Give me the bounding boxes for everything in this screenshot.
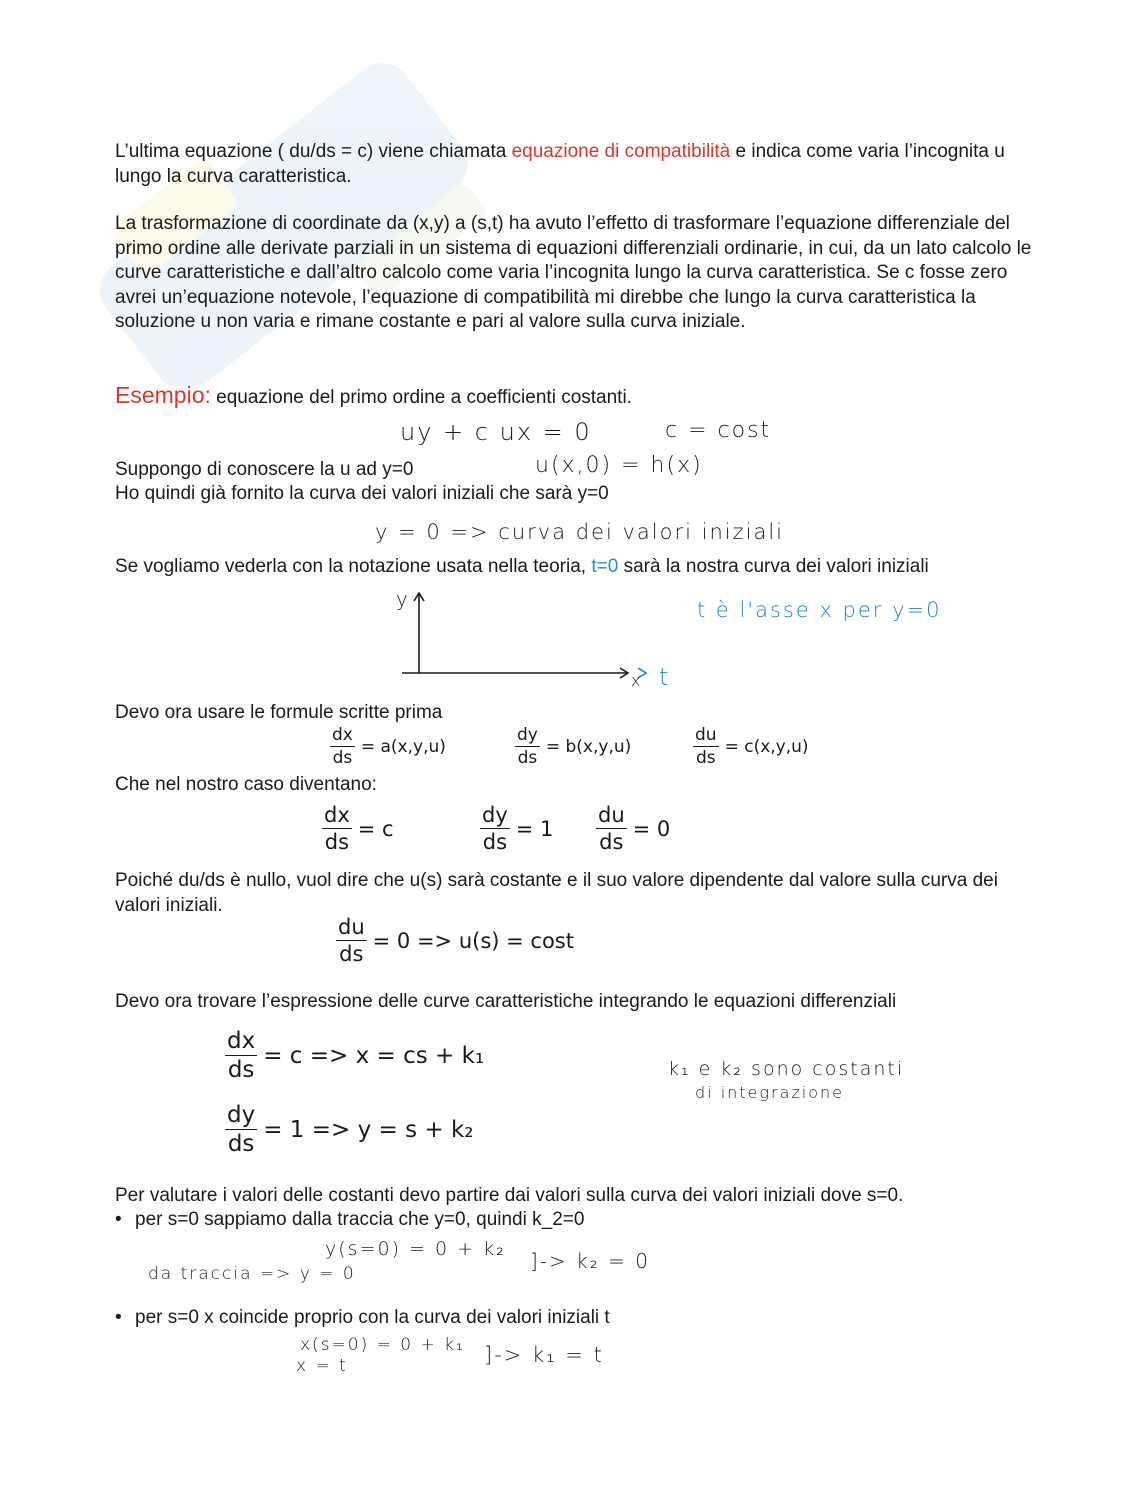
bullet-item-1: • per s=0 sappiamo dalla traccia che y=0, quindi k_2=0 bbox=[115, 1208, 584, 1233]
handwritten-b1-line1: y(s=0) = 0 + k₂ bbox=[325, 1238, 506, 1260]
formula-dy-specific: $\frac{dy}{ds}$ = 1 bbox=[482, 803, 554, 854]
text-ho-quindi: Ho quindi già fornito la curva dei valori iniziali che sarà y=0 bbox=[115, 483, 609, 504]
paragraph-compatibility: L’ultima equazione ( du/ds = c) viene chiamata equazione di compatibilità e indica come varia l’incognita u lungo la curva caratteristica. bbox=[115, 141, 1005, 187]
highlight-compatibility-equation: equazione di compatibilità bbox=[511, 141, 731, 162]
paragraph-transformation: La trasformazione di coordinate da (x,y) a (s,t) ha avuto l’effetto di trasformare l’equazione differenziale del primo ordine alle derivate parziali in un sistema di equazioni differenziali ordinarie, in cui, da un lato calcolo le curve caratteristiche e dall’altro calcolo come varia l’incognita lungo la curva caratteristica. Se c fosse zero avrei un’equazione notevole, l’equazione di compatibilità mi direbbe che lungo la curva caratteristica la soluzione u non varia e rimane costante e pari al valore sulla curva iniziale. bbox=[115, 213, 1032, 332]
formula-integrate-x: $\frac{dx}{ds}$ = c => x = cs + k₁ bbox=[227, 1028, 485, 1083]
text-devo-formule: Devo ora usare le formule scritte prima bbox=[115, 702, 443, 723]
handwritten-pde: uy + c ux = 0 bbox=[400, 418, 592, 446]
handwritten-k-note-2: di integrazione bbox=[695, 1083, 844, 1102]
text-devo-trovare: Devo ora trovare l’espressione delle curve caratteristiche integrando le equazioni differenziali bbox=[115, 991, 897, 1012]
axis-y-label: y bbox=[396, 587, 410, 611]
bullet-item-2: • per s=0 x coincide proprio con la curva dei valori iniziali t bbox=[115, 1306, 610, 1331]
handwritten-b2-line2: x = t bbox=[296, 1356, 348, 1376]
bullet-dot-icon: • bbox=[115, 1209, 122, 1230]
text-suppongo: Suppongo di conoscere la u ad y=0 bbox=[115, 459, 414, 480]
text-che-nel: Che nel nostro caso diventano: bbox=[115, 774, 377, 795]
formula-integrate-y: $\frac{dy}{ds}$ = 1 => y = s + k₂ bbox=[227, 1102, 474, 1157]
formula-dy-general: $\frac{dy}{ds}$ = b(x,y,u) bbox=[517, 725, 632, 768]
formula-du-zero: $\frac{du}{ds}$ = 0 => u(s) = cost bbox=[338, 915, 574, 966]
highlight-t0: t=0 bbox=[591, 556, 619, 577]
handwritten-b2-arrow: ]-> k₁ = t bbox=[484, 1343, 604, 1367]
axis-x-label: x bbox=[631, 671, 643, 690]
formula-du-specific: $\frac{du}{ds}$ = 0 bbox=[598, 803, 671, 854]
text-per-valutare: Per valutare i valori delle costanti devo partire dai valori sulla curva dei valori iniziali dove s=0. bbox=[115, 1185, 904, 1206]
formula-du-general: $\frac{du}{ds}$ = c(x,y,u) bbox=[695, 725, 809, 768]
formula-dx-general: $\frac{dx}{ds}$ = a(x,y,u) bbox=[332, 725, 446, 768]
handwritten-c-const: c = cost bbox=[665, 418, 772, 443]
handwritten-k-note-1: k₁ e k₂ sono costanti bbox=[668, 1058, 905, 1080]
axes-sketch bbox=[380, 585, 700, 695]
formula-dx-specific: $\frac{dx}{ds}$ = c bbox=[324, 803, 394, 854]
handwritten-b1-arrow: ]-> k₂ = 0 bbox=[530, 1249, 650, 1273]
handwritten-y0-curve: y = 0 => curva dei valori iniziali bbox=[375, 520, 784, 544]
handwritten-b1-line2: da traccia => y = 0 bbox=[148, 1264, 356, 1284]
handwritten-t-axis-note: t è l'asse x per y=0 bbox=[697, 598, 942, 622]
example-label: Esempio: bbox=[115, 382, 211, 408]
handwritten-b2-line1: x(s=0) = 0 + k₁ bbox=[300, 1335, 465, 1355]
text-poiche: Poiché du/ds è nullo, vuol dire che u(s) sarà costante e il suo valore dipendente dal valore sulla curva dei valori iniziali. bbox=[115, 870, 998, 916]
handwritten-initial-condition: u(x,0) = h(x) bbox=[535, 453, 703, 478]
example-heading: Esempio: equazione del primo ordine a coefficienti costanti. bbox=[115, 382, 632, 408]
bullet-dot-icon: • bbox=[115, 1307, 122, 1328]
text-se-vogliamo: Se vogliamo vederla con la notazione usata nella teoria, t=0 sarà la nostra curva dei valori iniziali bbox=[115, 556, 929, 577]
axis-t-label: t bbox=[659, 663, 671, 691]
